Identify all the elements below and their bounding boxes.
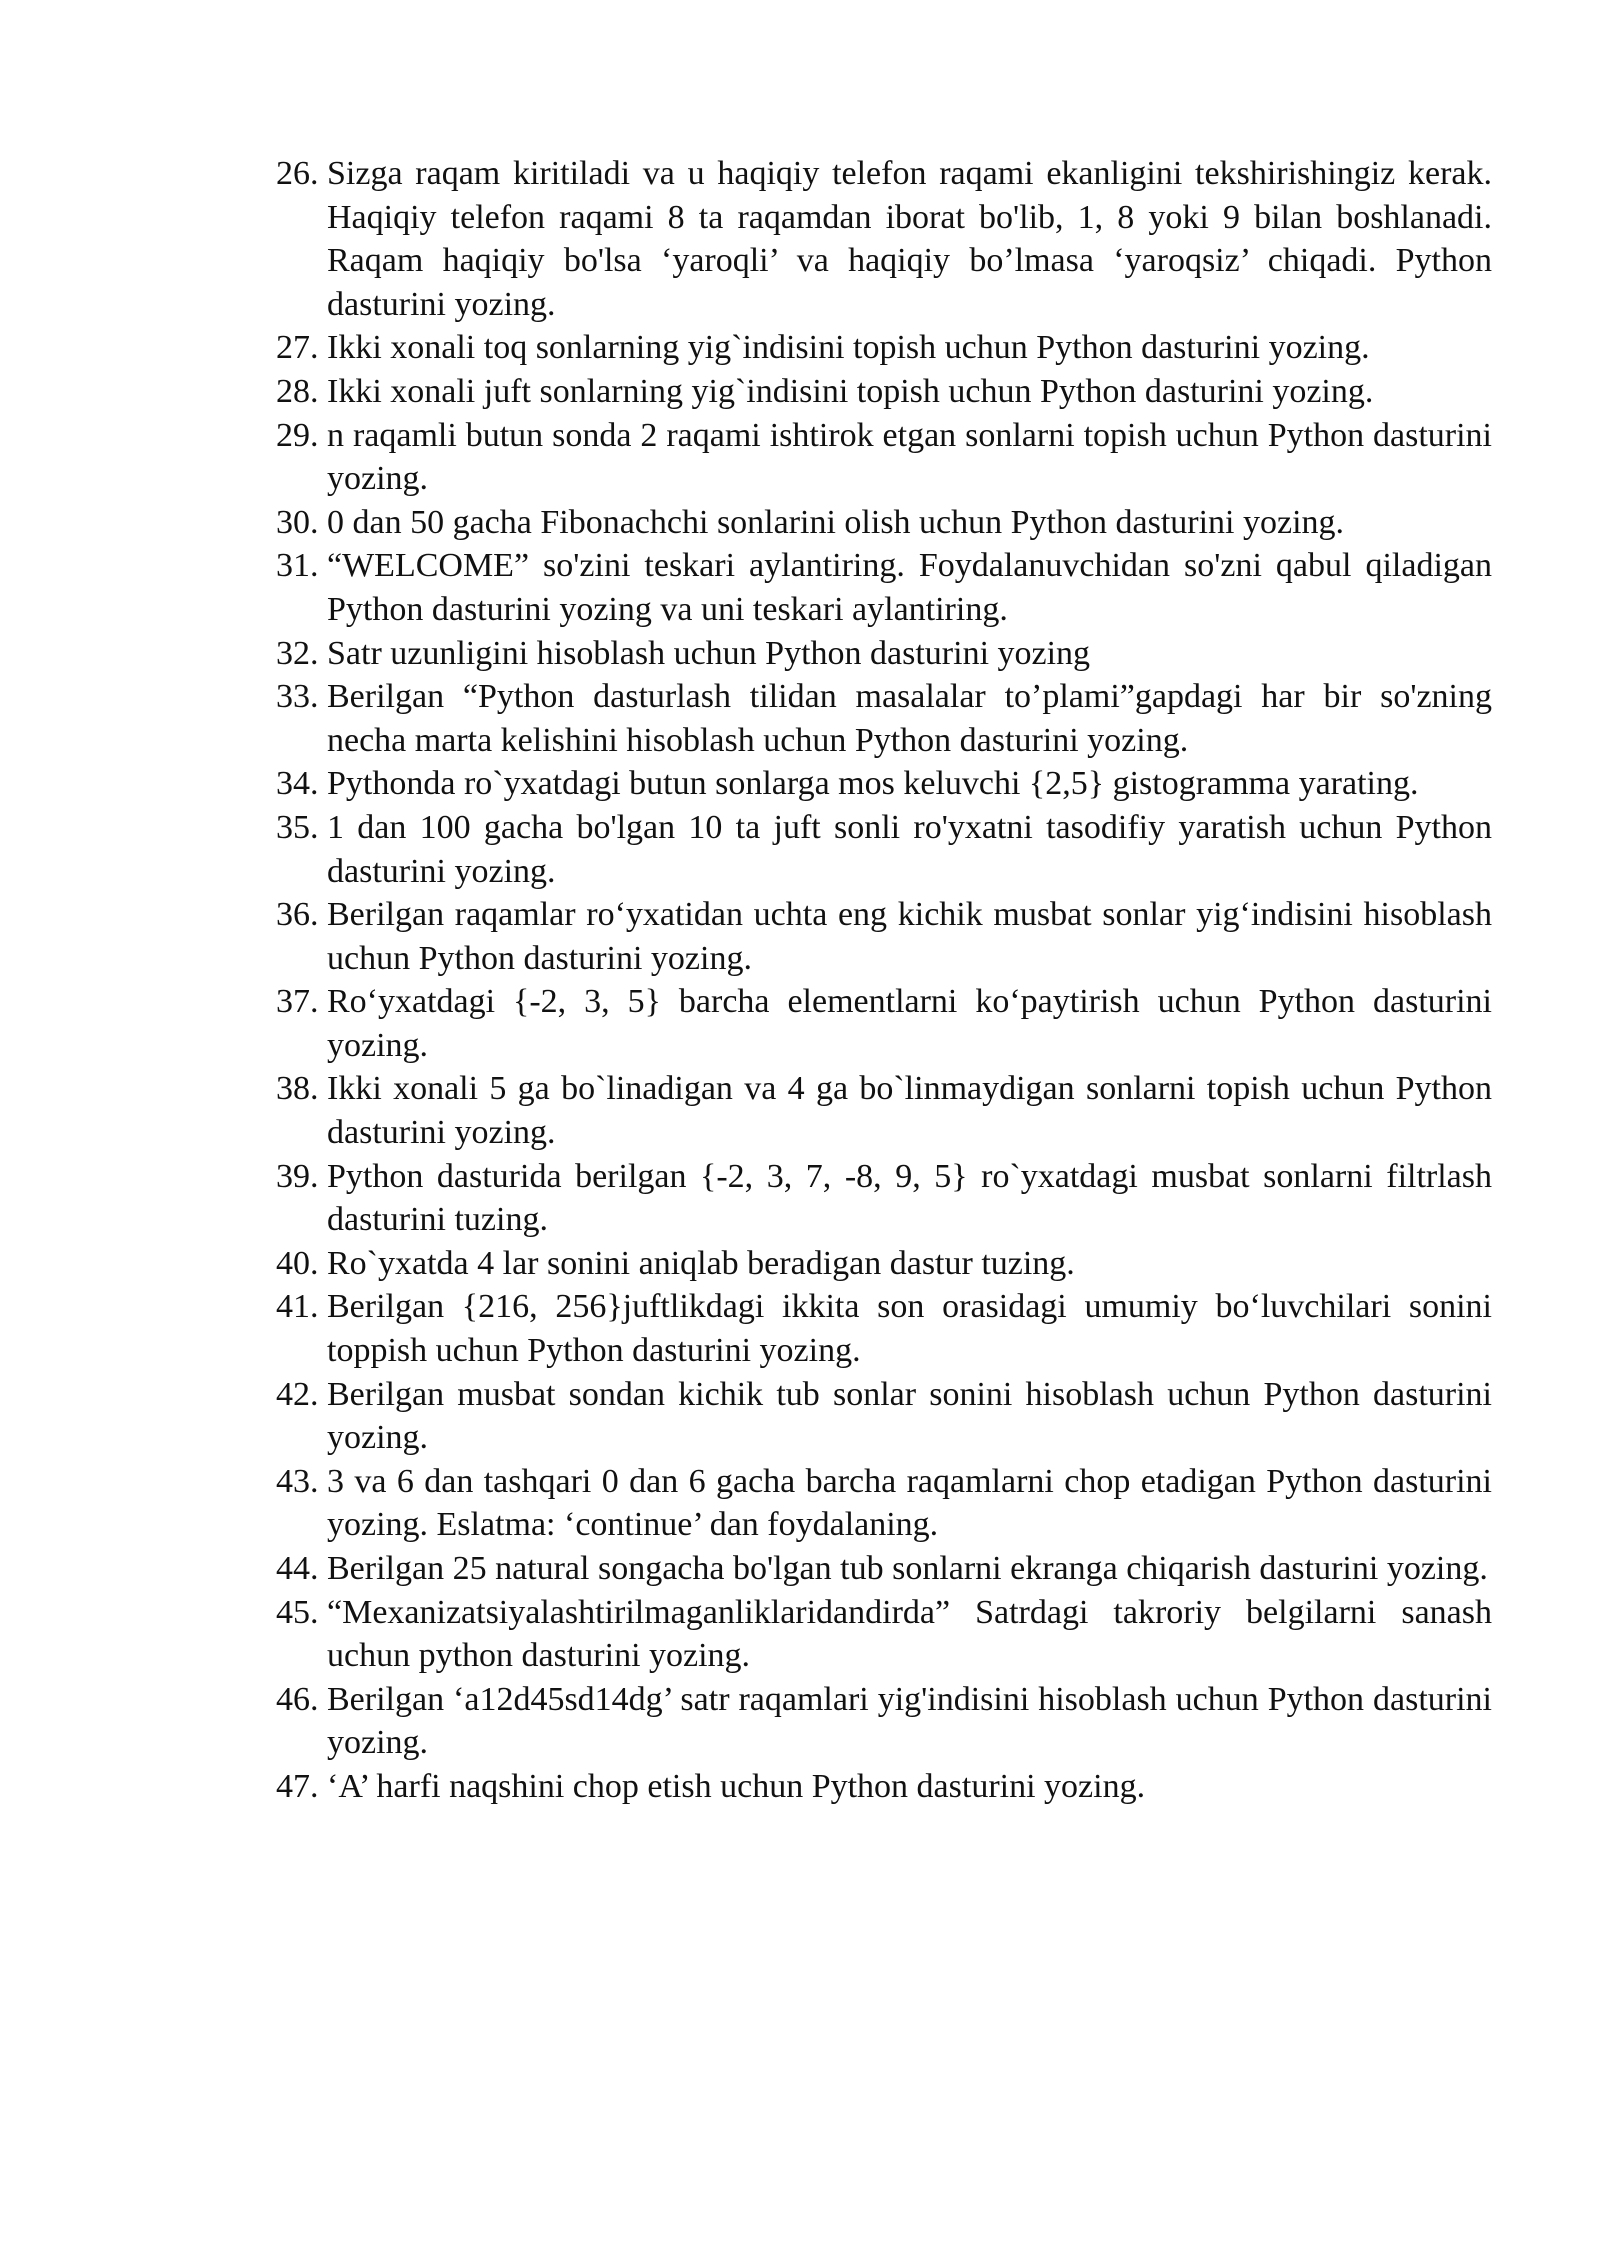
task-item bbox=[276, 501, 1492, 545]
task-item bbox=[276, 1765, 1492, 1809]
task-number: 36. bbox=[276, 896, 319, 934]
task-item bbox=[276, 1067, 1492, 1154]
task-number: 44. bbox=[276, 1550, 319, 1587]
task-number: 30. bbox=[276, 503, 319, 541]
task-text: Python dasturida berilgan {-2, 3, 7, -8, 9, 5} ro`yxatdagi musbat sonlarni filtrlash dasturini tuzing. bbox=[327, 1157, 1492, 1239]
task-item bbox=[276, 1285, 1492, 1372]
task-number: 47. bbox=[276, 1767, 319, 1805]
task-text: Ikki xonali juft sonlarning yig`indisini topish uchun Python dasturini yozing. bbox=[327, 372, 1374, 410]
task-text: n raqamli butun sonda 2 raqami ishtirok etgan sonlarni topish uchun Python dasturini yozing. bbox=[327, 416, 1492, 498]
task-number: 35. bbox=[276, 808, 319, 846]
task-item bbox=[276, 1373, 1492, 1460]
task-number: 37. bbox=[276, 983, 319, 1021]
task-item bbox=[276, 980, 1492, 1067]
task-item bbox=[276, 893, 1492, 980]
task-item bbox=[276, 414, 1492, 501]
task-item bbox=[276, 370, 1492, 414]
task-item bbox=[276, 762, 1492, 806]
task-number: 38. bbox=[276, 1070, 319, 1108]
task-number: 32. bbox=[276, 634, 319, 672]
task-number: 34. bbox=[276, 765, 319, 803]
task-text: 1 dan 100 gacha bo'lgan 10 ta juft sonli ro'yxatni tasodifiy yaratish uchun Python dasturini yozing. bbox=[327, 808, 1492, 890]
task-number: 45. bbox=[276, 1593, 319, 1631]
task-text: Berilgan musbat sondan kichik tub sonlar sonini hisoblash uchun Python dasturini yozing. bbox=[327, 1375, 1492, 1457]
task-text: Pythonda ro`yxatdagi butun sonlarga mos keluvchi {2,5} gistogramma yarating. bbox=[327, 765, 1419, 803]
task-item bbox=[276, 326, 1492, 370]
task-text: Ikki xonali toq sonlarning yig`indisini topish uchun Python dasturini yozing. bbox=[327, 329, 1370, 367]
task-item bbox=[276, 1460, 1492, 1547]
task-number: 28. bbox=[276, 372, 319, 410]
task-item bbox=[276, 1678, 1492, 1765]
task-number: 43. bbox=[276, 1462, 319, 1500]
task-number: 26. bbox=[276, 155, 319, 192]
task-text: Berilgan raqamlar ro‘yxatidan uchta eng kichik musbat sonlar yig‘indisini hisoblash uchun Python dasturini yozing. bbox=[327, 896, 1492, 977]
task-number: 40. bbox=[276, 1244, 319, 1282]
task-item bbox=[276, 1547, 1492, 1591]
task-text: ‘A’ harfi naqshini chop etish uchun Python dasturini yozing. bbox=[327, 1767, 1146, 1805]
task-number: 31. bbox=[276, 547, 319, 585]
task-text: Ro`yxatda 4 lar sonini aniqlab beradigan dastur tuzing. bbox=[327, 1244, 1075, 1282]
task-item bbox=[276, 632, 1492, 676]
task-item bbox=[276, 675, 1492, 762]
task-item bbox=[276, 152, 1492, 326]
task-number: 41. bbox=[276, 1288, 319, 1326]
task-item bbox=[276, 1155, 1492, 1242]
task-number: 27. bbox=[276, 329, 319, 367]
task-item bbox=[276, 806, 1492, 893]
task-text: “WELCOME” so'zini teskari aylantiring. Foydalanuvchidan so'zni qabul qiladigan Python dasturini yozing va uni teskari aylantiring. bbox=[327, 547, 1492, 628]
task-item bbox=[276, 1242, 1492, 1286]
task-number: 39. bbox=[276, 1157, 319, 1195]
task-text: “Mexanizatsiyalashtirilmaganliklaridandirda” Satrdagi takroriy belgilarni sanash uchun python dasturini yozing. bbox=[327, 1593, 1492, 1675]
task-number: 33. bbox=[276, 678, 319, 716]
task-text: Satr uzunligini hisoblash uchun Python dasturini yozing bbox=[327, 634, 1091, 672]
task-text: Berilgan “Python dasturlash tilidan masalalar to’plami”gapdagi har bir so'zning necha marta kelishini hisoblash uchun Python dasturini yozing. bbox=[327, 678, 1492, 759]
task-number: 42. bbox=[276, 1375, 319, 1413]
task-text: Berilgan 25 natural songacha bo'lgan tub sonlarni ekranga chiqarish dasturini yozing. bbox=[327, 1550, 1488, 1587]
task-number: 29. bbox=[276, 416, 319, 454]
task-text: Sizga raqam kiritiladi va u haqiqiy telefon raqami ekanligini tekshirishingiz kerak. Haqiqiy telefon raqami 8 ta raqamdan iborat bo'lib, 1, 8 yoki 9 bilan boshlanadi. Raqam haqiqiy bo'lsa ‘yaroqli’ va haqiqiy bo’lmasa ‘yaroqsiz’ chiqadi. Python dasturini yozing. bbox=[327, 155, 1492, 323]
task-text: Ro‘yxatdagi {-2, 3, 5} barcha elementlarni ko‘paytirish uchun Python dasturini yozing. bbox=[327, 983, 1492, 1064]
task-item bbox=[276, 1591, 1492, 1678]
task-list bbox=[276, 152, 1492, 1809]
task-item bbox=[276, 544, 1492, 631]
task-text: Berilgan ‘a12d45sd14dg’ satr raqamlari yig'indisini hisoblash uchun Python dasturini yozing. bbox=[327, 1680, 1492, 1762]
task-text: 0 dan 50 gacha Fibonachchi sonlarini olish uchun Python dasturini yozing. bbox=[327, 503, 1345, 541]
task-text: Berilgan {216, 256}juftlikdagi ikkita son orasidagi umumiy bo‘luvchilari sonini toppish uchun Python dasturini yozing. bbox=[327, 1288, 1492, 1370]
task-number: 46. bbox=[276, 1680, 319, 1718]
task-text: Ikki xonali 5 ga bo`linadigan va 4 ga bo`linmaydigan sonlarni topish uchun Python dasturini yozing. bbox=[327, 1070, 1492, 1152]
task-text: 3 va 6 dan tashqari 0 dan 6 gacha barcha raqamlarni chop etadigan Python dasturini yozing. Eslatma: ‘continue’ dan foydalaning. bbox=[327, 1462, 1492, 1544]
